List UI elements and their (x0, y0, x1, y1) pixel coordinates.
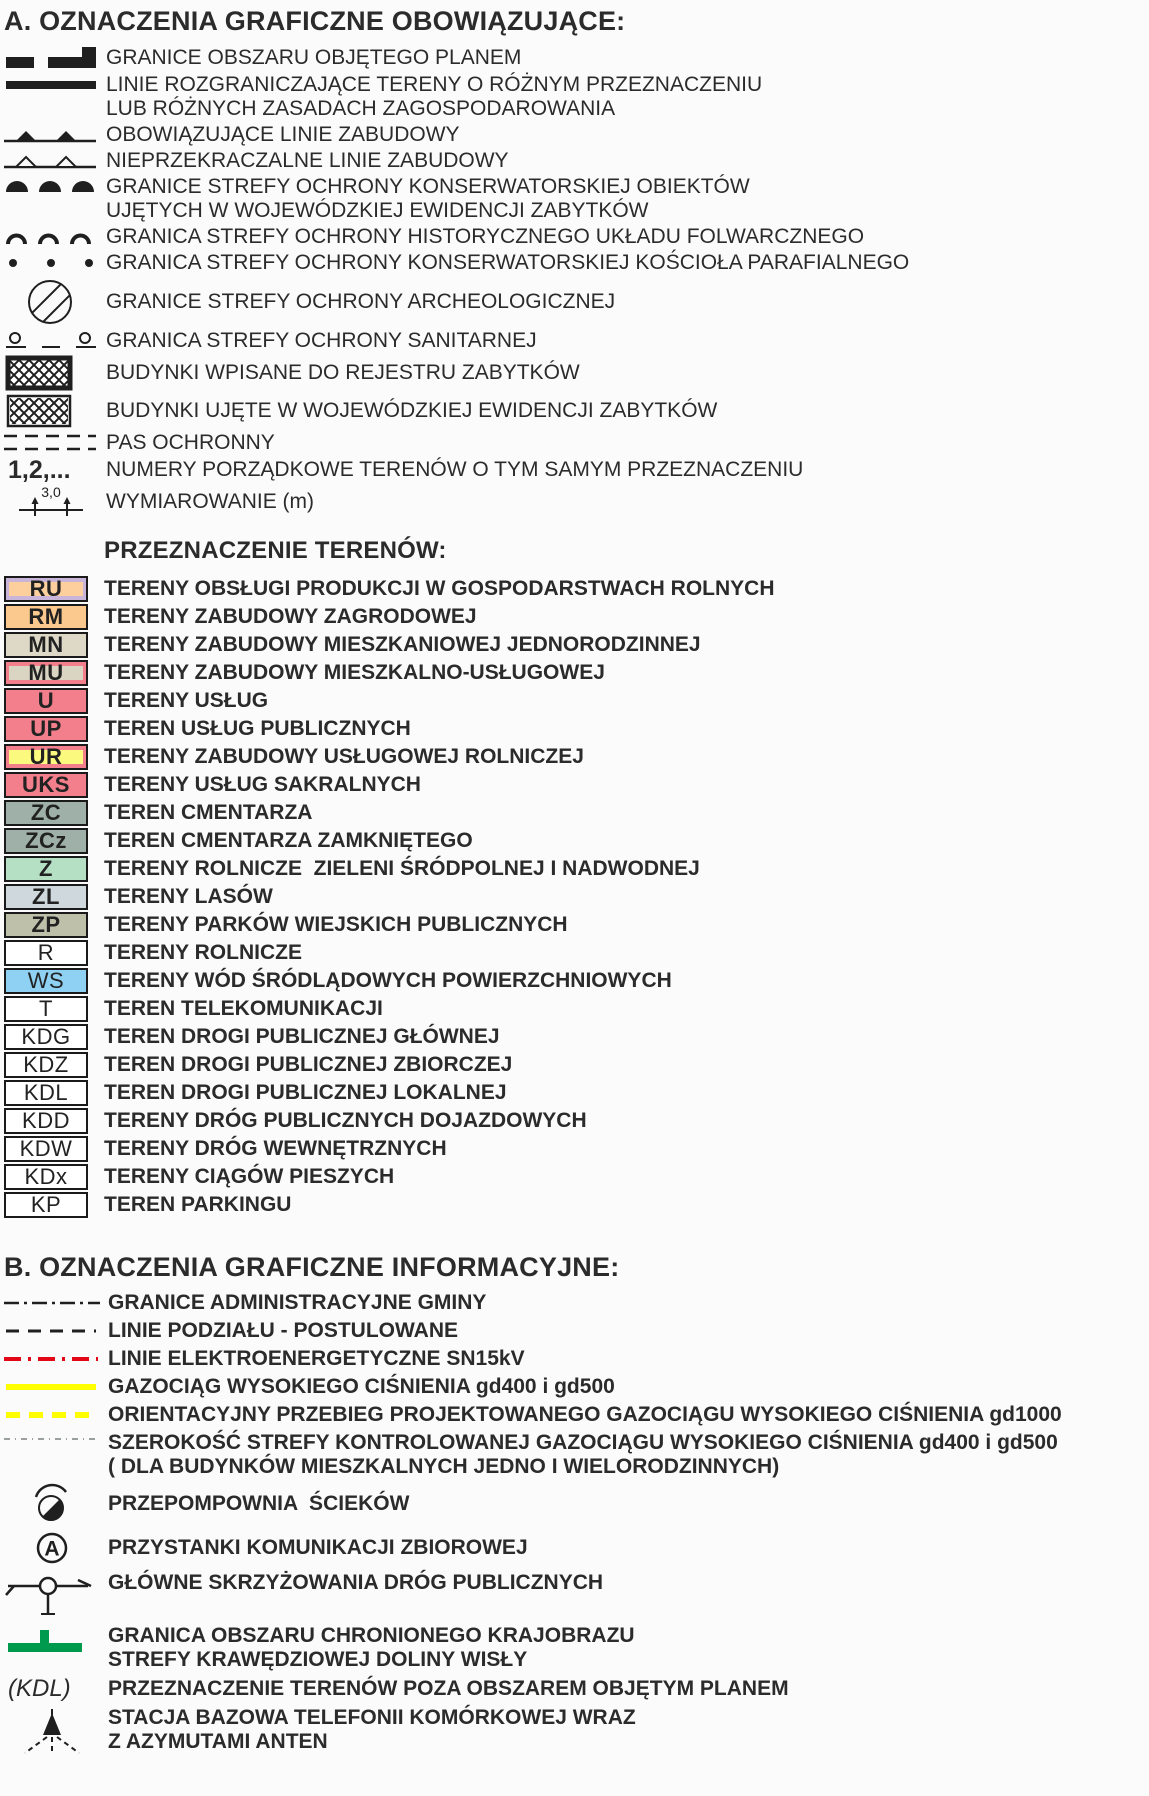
legend-label (108, 1291, 486, 1315)
sewage-pump-icon (4, 1483, 100, 1525)
legend-label-line: ( DLA BUDYNKÓW MIESZKALNYCH JEDNO I WIELORODZINNYCH) (108, 1455, 780, 1478)
legend-label-line: PRZYSTANKI KOMUNIKACJI ZBIOROWEJ (108, 1536, 528, 1559)
land-use-label: TERENY DRÓG WEWNĘTRZNYCH (104, 1136, 447, 1160)
legend-row (4, 225, 1149, 249)
land-use-label: TEREN USŁUG PUBLICZNYCH (104, 716, 411, 740)
land-use-color-swatch (4, 856, 88, 882)
land-use-color-swatch (4, 1080, 88, 1106)
legend-label-line: BUDYNKI UJĘTE W WOJEWÓDZKIEJ EWIDENCJI ZABYTKÓW (106, 399, 718, 422)
land-use-code: KDD (22, 1107, 70, 1133)
land-use-rows (4, 575, 1149, 1218)
legend-label (108, 1492, 409, 1516)
land-use-row (4, 995, 1149, 1022)
svg-text:3,0: 3,0 (41, 485, 61, 500)
land-use-code: KP (30, 1191, 62, 1217)
land-use-label: TERENY USŁUG SAKRALNYCH (104, 772, 421, 796)
legend-label-line: LINIE PODZIAŁU - POSTULOWANE (108, 1319, 458, 1342)
land-use-label: TEREN DROGI PUBLICZNEJ LOKALNEJ (104, 1080, 507, 1104)
land-use-color-swatch (4, 968, 88, 994)
legend-row (4, 1319, 1149, 1343)
legend-row (4, 1403, 1149, 1427)
land-use-row (4, 715, 1149, 742)
legend-label (108, 1706, 636, 1754)
legend-label-line: LUB RÓŻNYCH ZASADACH ZAGOSPODAROWANIA (106, 97, 616, 120)
base-station-icon (4, 1707, 100, 1755)
land-use-label: TEREN CMENTARZA (104, 800, 313, 824)
land-use-title: PRZEZNACZENIE TERENÓW: (104, 537, 447, 564)
land-use-color-swatch (4, 744, 88, 770)
land-use-code: KDZ (23, 1051, 69, 1077)
land-use-code: KDx (24, 1163, 68, 1189)
land-use-row (4, 1051, 1149, 1078)
land-use-code: MU (28, 659, 64, 685)
legend-label-line: GRANICE STREFY OCHRONY KONSERWATORSKIEJ OBIEKTÓW (106, 175, 750, 198)
land-use-code: ZP (31, 911, 61, 937)
legend-label-line: PRZEZNACZENIE TERENÓW POZA OBSZAREM OBJĘTYM PLANEM (108, 1677, 789, 1700)
legend-label-line: LINIE ROZGRANICZAJĄCE TERENY O RÓŻNYM PRZEZNACZENIU (106, 73, 763, 96)
legend-row (4, 1375, 1149, 1399)
gas-control-zone-icon (4, 1432, 100, 1446)
legend-label-line: OBOWIĄZUJĄCE LINIE ZABUDOWY (106, 123, 460, 146)
legend-label-line: SZEROKOŚĆ STREFY KONTROLOWANEJ GAZOCIĄGU WYSOKIEGO CIŚNIENIA gd400 i gd500 (108, 1431, 1058, 1454)
land-use-label: TERENY PARKÓW WIEJSKICH PUBLICZNYCH (104, 912, 568, 936)
dividing-lines-icon (4, 74, 100, 94)
land-use-label: TERENY ZABUDOWY MIESZKANIOWEJ JEDNORODZINNEJ (104, 632, 701, 656)
land-use-color-swatch (4, 1108, 88, 1134)
land-use-label: TEREN DROGI PUBLICZNEJ GŁÓWNEJ (104, 1024, 500, 1048)
land-use-row (4, 1163, 1149, 1190)
legend-label (108, 1403, 1062, 1427)
land-use-label: TERENY ZABUDOWY ZAGRODOWEJ (104, 604, 477, 628)
legend-label-line: PRZEPOMPOWNIA ŚCIEKÓW (108, 1492, 410, 1515)
land-use-label: TERENY ZABUDOWY USŁUGOWEJ ROLNICZEJ (104, 744, 584, 768)
land-use-row (4, 771, 1149, 798)
land-use-code: RU (29, 575, 63, 601)
land-use-row (4, 855, 1149, 882)
land-use-color-swatch (4, 1136, 88, 1162)
legend-row (4, 73, 1149, 121)
legend-row (4, 175, 1149, 223)
protective-belt-icon (4, 431, 100, 455)
land-use-label: TEREN TELEKOMUNIKACJI (104, 996, 383, 1020)
land-use-color-swatch (4, 604, 88, 630)
legend-label (108, 1431, 1058, 1479)
land-use-row (4, 883, 1149, 910)
land-use-code: Z (39, 855, 53, 881)
legend-label (106, 175, 750, 223)
legend-row (4, 457, 1149, 483)
registered-buildings-icon (4, 355, 100, 391)
land-use-label: TERENY DRÓG PUBLICZNYCH DOJAZDOWYCH (104, 1108, 587, 1132)
legend-label-line: PAS OCHRONNY (106, 431, 275, 454)
section-a-title: A. OZNACZENIA GRAFICZNE OBOWIĄZUJĄCE: (4, 6, 626, 36)
land-use-color-swatch (4, 912, 88, 938)
land-use-label: TERENY OBSŁUGI PRODUKCJI W GOSPODARSTWACH ROLNYCH (104, 576, 775, 600)
legend-row (4, 1483, 1149, 1525)
legend-label (108, 1536, 528, 1560)
legend-label-line: GŁÓWNE SKRZYŻOWANIA DRÓG PUBLICZNYCH (108, 1571, 604, 1594)
legend-label (108, 1624, 635, 1672)
legend-row (4, 393, 1149, 429)
division-lines-icon (4, 1324, 100, 1338)
legend-row (4, 149, 1149, 173)
legend-label (106, 431, 275, 455)
land-use-color-swatch (4, 884, 88, 910)
land-use-code: UP (30, 715, 62, 741)
land-use-row (4, 799, 1149, 826)
legend-label-line: LINIE ELEKTROENERGETYCZNE SN15kV (108, 1347, 525, 1370)
plan-boundary-icon (4, 45, 100, 71)
legend-row (4, 1676, 1149, 1702)
legend-label (106, 225, 864, 249)
land-use-row (4, 1107, 1149, 1134)
legend-label (106, 290, 615, 314)
land-use-row (4, 939, 1149, 966)
section-a-rows (4, 45, 1149, 519)
land-use-code: MN (28, 631, 64, 657)
legend-label (108, 1347, 525, 1371)
land-use-row (4, 743, 1149, 770)
legend-label-line: WYMIAROWANIE (m) (106, 490, 315, 513)
archaeology-zone-icon (4, 277, 100, 327)
legend-label (106, 123, 460, 147)
land-use-label: TERENY LASÓW (104, 884, 273, 908)
land-use-label: TERENY ROLNICZE (104, 940, 302, 964)
legend-label (108, 1319, 458, 1343)
land-use-row (4, 911, 1149, 938)
dimension-icon (4, 485, 100, 519)
legend-label-line: GRANICE OBSZARU OBJĘTEGO PLANEM (106, 46, 522, 69)
legend-row (4, 329, 1149, 353)
legend-label-line: ORIENTACYJNY PRZEBIEG PROJEKTOWANEGO GAZOCIĄGU WYSOKIEGO CIŚNIENIA gd1000 (108, 1403, 1062, 1426)
legend-label (106, 73, 762, 121)
legend-row (4, 1291, 1149, 1315)
legend-label-line: GRANICE ADMINISTRACYJNE GMINY (108, 1291, 487, 1314)
land-use-code: ZC (30, 799, 62, 825)
legend-label (106, 329, 537, 353)
land-use-color-swatch (4, 996, 88, 1022)
land-use-row (4, 1079, 1149, 1106)
land-use-color-swatch (4, 800, 88, 826)
land-use-color-swatch (4, 660, 88, 686)
legend-label-line: GRANICA STREFY OCHRONY KONSERWATORSKIEJ KOŚCIOŁA PARAFIALNEGO (106, 251, 910, 274)
bus-stop-icon (4, 1529, 100, 1567)
gas-pipeline-icon (4, 1380, 100, 1394)
gas-pipeline-planned-icon (4, 1408, 100, 1422)
legend-row (4, 1706, 1149, 1755)
land-use-color-swatch (4, 716, 88, 742)
power-lines-icon (4, 1352, 100, 1366)
evidence-buildings-icon (4, 393, 100, 429)
section-b-rows (4, 1291, 1149, 1755)
land-use-code: ZCz (25, 827, 67, 853)
legend-label (108, 1571, 603, 1595)
legend-row (4, 1571, 1149, 1620)
legend-row (4, 485, 1149, 519)
land-use-code: ZL (32, 883, 60, 909)
crossroads-icon (4, 1572, 100, 1620)
legend-row (4, 277, 1149, 327)
manor-zone-icon (4, 227, 100, 247)
legend-row (4, 1347, 1149, 1371)
land-use-label: TERENY CIĄGÓW PIESZYCH (104, 1164, 395, 1188)
land-use-label: TEREN DROGI PUBLICZNEJ ZBIORCZEJ (104, 1052, 513, 1076)
land-use-label: TEREN PARKINGU (104, 1192, 292, 1216)
legend-label-line: NIEPRZEKRACZALNE LINIE ZABUDOWY (106, 149, 509, 172)
land-use-code: UKS (22, 771, 70, 797)
land-use-row (4, 631, 1149, 658)
land-use-label: TERENY WÓD ŚRÓDLĄDOWYCH POWIERZCHNIOWYCH (104, 968, 672, 992)
legend-row (4, 45, 1149, 71)
legend-label (108, 1677, 789, 1701)
land-use-row (4, 827, 1149, 854)
ordinal-numbers-icon: 1,2,... (8, 456, 71, 484)
legend-label (106, 458, 803, 482)
church-zone-icon (4, 255, 100, 271)
land-use-row (4, 1191, 1149, 1218)
land-use-color-swatch (4, 1164, 88, 1190)
land-use-code: KDW (19, 1135, 73, 1161)
legend-row (4, 1431, 1149, 1479)
legend-label (106, 399, 717, 423)
land-use-row (4, 1135, 1149, 1162)
land-use-row (4, 687, 1149, 714)
legend-label (106, 361, 580, 385)
land-use-color-swatch (4, 772, 88, 798)
land-use-color-swatch (4, 632, 88, 658)
legend-label (108, 1375, 615, 1399)
legend-label-line: UJĘTYCH W WOJEWÓDZKIEJ EWIDENCJI ZABYTKÓW (106, 199, 649, 222)
legend-label (106, 490, 314, 514)
legend-label-line: NUMERY PORZĄDKOWE TERENÓW O TYM SAMYM PRZEZNACZENIU (106, 458, 804, 481)
legend-row (4, 123, 1149, 147)
legend-label-line: BUDYNKI WPISANE DO REJESTRU ZABYTKÓW (106, 361, 580, 384)
land-use-row (4, 967, 1149, 994)
legend-label-line: GRANICA OBSZARU CHRONIONEGO KRAJOBRAZU (108, 1624, 635, 1647)
land-use-color-swatch (4, 1192, 88, 1218)
land-use-row (4, 1023, 1149, 1050)
protected-landscape-icon (4, 1625, 100, 1657)
conservation-zone-icon (4, 176, 100, 194)
land-use-code: KDL (23, 1079, 69, 1105)
legend-label (106, 46, 521, 70)
mandatory-building-line-icon (4, 124, 100, 146)
land-use-label: TERENY ROLNICZE ZIELENI ŚRÓDPOLNEJ I NADWODNEJ (104, 856, 700, 880)
legend-label-line: GRANICE STREFY OCHRONY ARCHEOLOGICZNEJ (106, 290, 616, 313)
land-use-color-swatch (4, 940, 88, 966)
land-use-code: U (37, 687, 55, 713)
legend-label-line: GAZOCIĄG WYSOKIEGO CIŚNIENIA gd400 i gd500 (108, 1375, 615, 1398)
legend-row (4, 251, 1149, 275)
land-use-color-swatch (4, 1052, 88, 1078)
max-building-line-icon (4, 150, 100, 172)
land-use-code: UR (29, 743, 63, 769)
svg-text:A: A (44, 1537, 60, 1561)
land-use-code: T (39, 995, 53, 1021)
land-use-color-swatch (4, 688, 88, 714)
land-use-row (4, 603, 1149, 630)
land-use-code: R (37, 939, 55, 965)
outside-plan-icon: (KDL) (8, 1675, 71, 1702)
legend-label-line: GRANICA STREFY OCHRONY HISTORYCZNEGO UKŁADU FOLWARCZNEGO (106, 225, 865, 248)
legend-label-line: GRANICA STREFY OCHRONY SANITARNEJ (106, 329, 537, 352)
land-use-code: RM (28, 603, 64, 629)
legend-label-line: Z AZYMUTAMI ANTEN (108, 1730, 328, 1753)
legend-row (4, 1529, 1149, 1567)
land-use-color-swatch (4, 828, 88, 854)
land-use-label: TERENY ZABUDOWY MIESZKALNO-USŁUGOWEJ (104, 660, 605, 684)
section-b-title: B. OZNACZENIA GRAFICZNE INFORMACYJNE: (4, 1252, 620, 1282)
legend-row (4, 1624, 1149, 1672)
sanitary-zone-icon (4, 329, 100, 353)
legend-label-line: STREFY KRAWĘDZIOWEJ DOLINY WISŁY (108, 1648, 528, 1671)
land-use-color-swatch (4, 576, 88, 602)
admin-boundary-icon (4, 1296, 100, 1310)
land-use-label: TEREN CMENTARZA ZAMKNIĘTEGO (104, 828, 473, 852)
land-use-label: TERENY USŁUG (104, 688, 269, 712)
legend-row (4, 355, 1149, 391)
land-use-row (4, 659, 1149, 686)
legend-row (4, 431, 1149, 455)
land-use-color-swatch (4, 1024, 88, 1050)
legend-label (106, 251, 909, 275)
legend-label-line: STACJA BAZOWA TELEFONII KOMÓRKOWEJ WRAZ (108, 1706, 636, 1729)
land-use-row (4, 575, 1149, 602)
land-use-code: WS (27, 967, 65, 993)
legend-label (106, 149, 509, 173)
land-use-code: KDG (21, 1023, 71, 1049)
